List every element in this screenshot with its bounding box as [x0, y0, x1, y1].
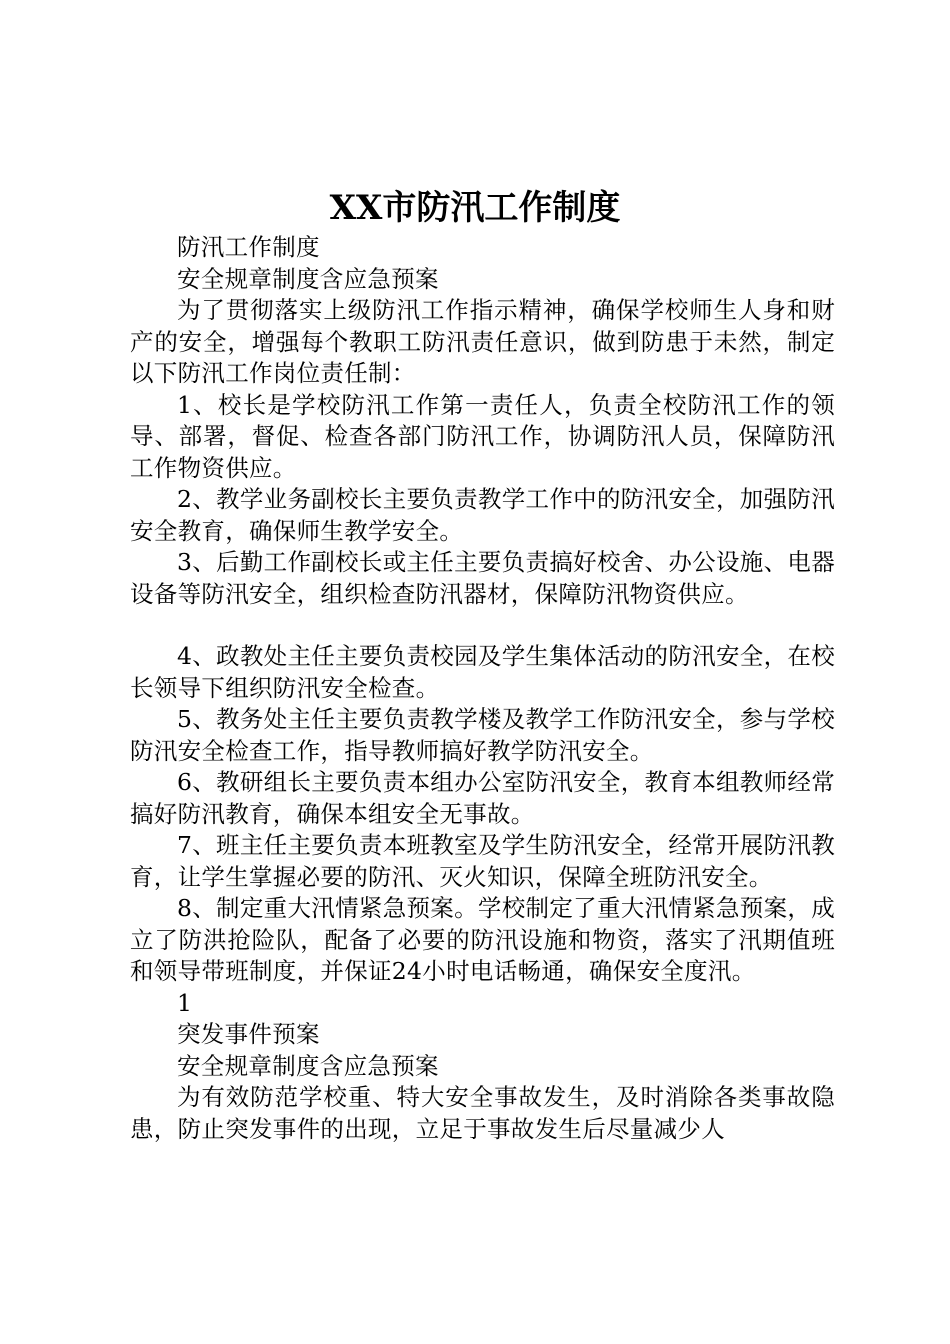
- clause-1: 1、校长是学校防汛工作第一责任人，负责全校防汛工作的领导、部署，督促、检查各部门防汛工作，协调防汛人员，保障防汛工作物资供应。: [130, 390, 835, 482]
- clause-3: 3、后勤工作副校长或主任主要负责搞好校舍、办公设施、电器设备等防汛安全，组织检查防汛器材，保障防汛物资供应。: [130, 548, 835, 608]
- clause-4: 4、政教处主任主要负责校园及学生集体活动的防汛安全，在校长领导下组织防汛安全检查。: [130, 642, 835, 702]
- section-subheading: 安全规章制度含应急预案: [177, 264, 439, 293]
- section-heading-2: 突发事件预案: [177, 1020, 320, 1048]
- document-body: [130, 232, 835, 1145]
- clause-5: 5、教务处主任主要负责教学楼及教学工作防汛安全，参与学校防汛安全检查工作，指导教师搞好教学防汛安全。: [130, 705, 835, 765]
- clause-2: 2、教学业务副校长主要负责教学工作中的防汛安全，加强防汛安全教育，确保师生教学安全。: [130, 485, 835, 545]
- section-heading: 防汛工作制度: [177, 233, 320, 261]
- clause-7: 7、班主任主要负责本班教室及学生防汛安全，经常开展防汛教育，让学生掌握必要的防汛、灭火知识，保障全班防汛安全。: [130, 831, 835, 891]
- document-title: XX市防汛工作制度: [329, 188, 621, 228]
- intro-paragraph: 为了贯彻落实上级防汛工作指示精神，确保学校师生人身和财产的安全，增强每个教职工防汛责任意识，做到防患于未然，制定以下防汛工作岗位责任制：: [130, 296, 835, 387]
- section-subheading-2: 安全规章制度含应急预案: [177, 1051, 439, 1080]
- clause-8: 8、制定重大汛情紧急预案。学校制定了重大汛情紧急预案，成立了防洪抢险队，配备了必要的防汛设施和物资，落实了汛期值班和领导带班制度，并保证24小时电话畅通，确保安全度汛。: [130, 894, 835, 985]
- page-number: 1: [177, 988, 193, 1017]
- clause-6: 6、教研组长主要负责本组办公室防汛安全，教育本组教师经常搞好防汛教育，确保本组安全无事故。: [130, 768, 835, 828]
- intro-paragraph-2: 为有效防范学校重、特大安全事故发生，及时消除各类事故隐患，防止突发事件的出现，立足于事故发生后尽量减少人: [130, 1083, 835, 1143]
